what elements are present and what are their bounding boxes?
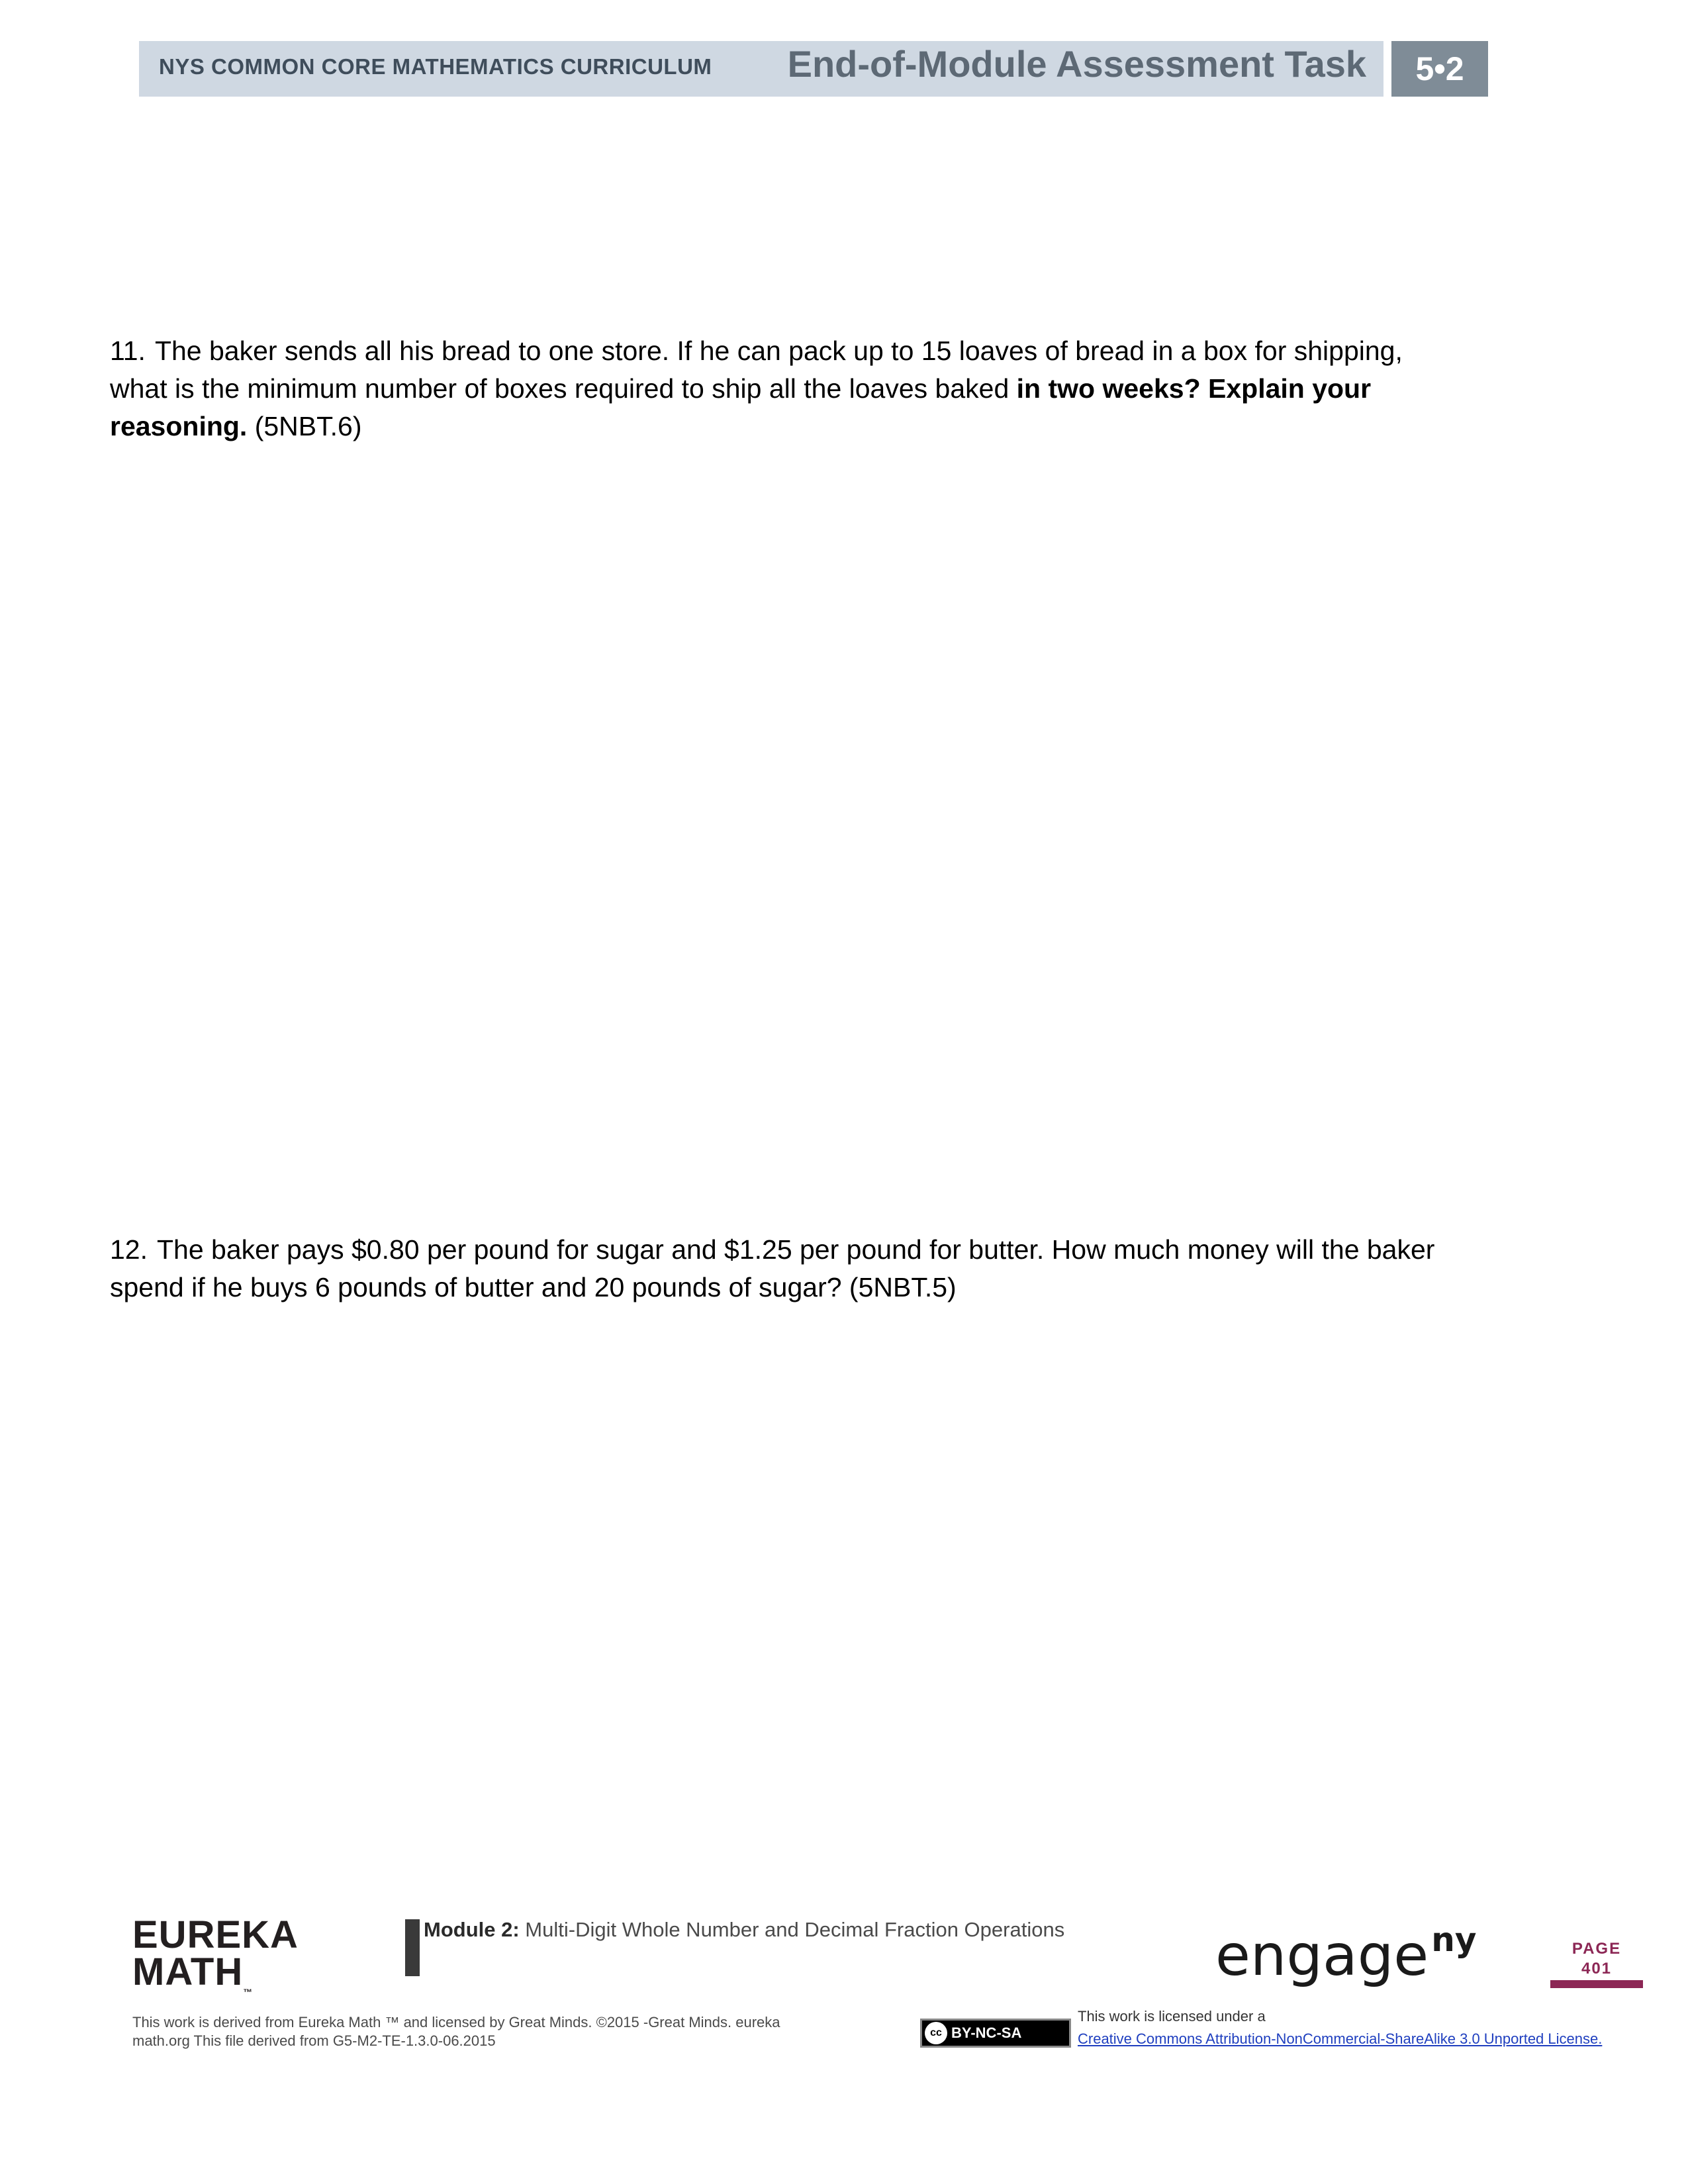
module-marker-bar (405, 1919, 420, 1976)
eureka-logo-line1: EUREKA (132, 1913, 299, 1956)
question-12 (110, 1231, 1447, 1306)
question-standard: (5NBT.6) (247, 411, 362, 441)
assessment-task-title: End-of-Module Assessment Task (787, 43, 1366, 85)
question-text: The baker sends all his bread to one store. If he can pack up to 15 loaves of bread in a box for shipping, what is the minimum number of boxes required to ship all the loaves baked (110, 336, 1403, 404)
question-emphasis: in two weeks? Explain your reasoning. (110, 373, 1372, 441)
page-number-box (1550, 1939, 1643, 1988)
eureka-logo-line2: MATH (132, 1950, 244, 1993)
license-intro: This work is licensed under a (1078, 2008, 1266, 2025)
ny-superscript: ny (1431, 1921, 1477, 1959)
question-number: 11. (110, 336, 146, 366)
module-label: Module 2: (424, 1918, 520, 1941)
engage-wordmark: engage (1215, 1923, 1429, 1989)
eureka-math-logo (132, 1913, 299, 1997)
question-number: 12. (110, 1234, 148, 1265)
page-label: PAGE (1571, 1940, 1622, 1958)
module-title: Multi-Digit Whole Number and Decimal Fraction Operations (525, 1918, 1065, 1941)
question-text: The baker pays $0.80 per pound for sugar and $1.25 per pound for butter. How much money will the baker spend if he buys 6 pounds of butter and 20 pounds of sugar? (5NBT.5) (110, 1234, 1435, 1302)
question-11 (110, 332, 1447, 445)
creative-commons-icon: cc (925, 2022, 947, 2044)
curriculum-title: NYS COMMON CORE MATHEMATICS CURRICULUM (159, 54, 712, 79)
cc-license-code: BY-NC-SA (951, 2025, 1022, 2041)
grade-module-badge: 5•2 (1391, 41, 1488, 97)
creative-commons-badge[interactable] (920, 2019, 1071, 2048)
page-underline (1550, 1980, 1643, 1988)
engageny-logo (1215, 1921, 1477, 1993)
header-bar (139, 41, 1383, 97)
derived-work-note: This work is derived from Eureka Math ™ and licensed by Great Minds. ©2015 -Great Minds. eureka math.org This file derived from G5-M2-TE-1.3.0-06.2015 (132, 2014, 780, 2049)
module-title-line (424, 1918, 1064, 1942)
license-link[interactable]: Creative Commons Attribution-NonCommercial-ShareAlike 3.0 Unported License. (1078, 2030, 1603, 2047)
trademark-mark: ™ (243, 1987, 254, 1997)
page-number: 401 (1581, 1960, 1613, 1978)
